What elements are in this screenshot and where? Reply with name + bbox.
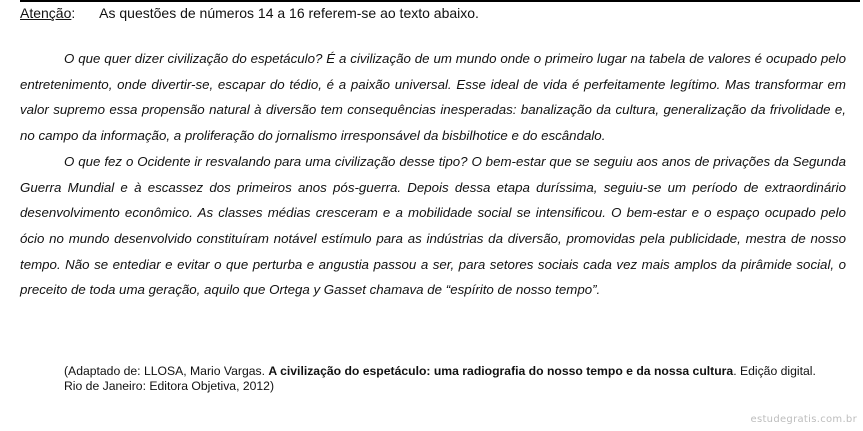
passage-paragraph-2: O que fez o Ocidente ir resvalando para uma civilização desse tipo? O bem-estar que se seguiu aos anos de privações da Segunda Guerra Mundial e à escassez dos primeiros anos pós-guerra. Depois dessa etapa duríssima, seguiu-se um período de extraordinário desenvolvimento econômico. As classes médias cresceram e a mobilidade social se intensificou. O bem-estar e o espaço ocupado pelo ócio no mundo desenvolvido constituíram notável estímulo para as indústrias da diversão, promovidas pela publicidade, mestra de nosso tempo. Não se entediar e evitar o que perturba e angustia passou a ser, para setores sociais cada vez mais amplos da pirâmide social, o preceito de toda uma geração, aquilo que Ortega y Gasset chamava de “espírito de nosso tempo”. bbox=[20, 153, 846, 298]
passage-text bbox=[20, 46, 846, 303]
attention-notice bbox=[20, 4, 479, 22]
top-rule bbox=[20, 0, 860, 2]
attention-label: Atenção bbox=[20, 5, 72, 21]
citation bbox=[64, 364, 834, 393]
citation-suffix: . Edição digital. Rio de Janeiro: Editora Objetiva, 2012) bbox=[64, 364, 816, 393]
site-watermark: estudegratis.com.br bbox=[750, 414, 857, 425]
attention-colon: : bbox=[71, 5, 76, 21]
passage-paragraph-1: O que quer dizer civilização do espetáculo? É a civilização de um mundo onde o primeiro lugar na tabela de valores é ocupado pelo entretenimento, onde divertir-se, escapar do tédio, é a paixão universal. Esse ideal de vida é perfeitamente legítimo. Mas transformar em valor supremo essa propensão natural à diversão tem consequências inesperadas: banalização da cultura, generalização da frivolidade e, no campo da informação, a proliferação do jornalismo irresponsável da bisbilhotice e do escândalo. bbox=[20, 51, 846, 144]
citation-prefix: (Adaptado de: LLOSA, Mario Vargas. bbox=[64, 364, 269, 378]
attention-text: As questões de números 14 a 16 referem-se ao texto abaixo. bbox=[99, 5, 479, 21]
citation-title: A civilização do espetáculo: uma radiografia do nosso tempo e da nossa cultura bbox=[268, 364, 734, 378]
